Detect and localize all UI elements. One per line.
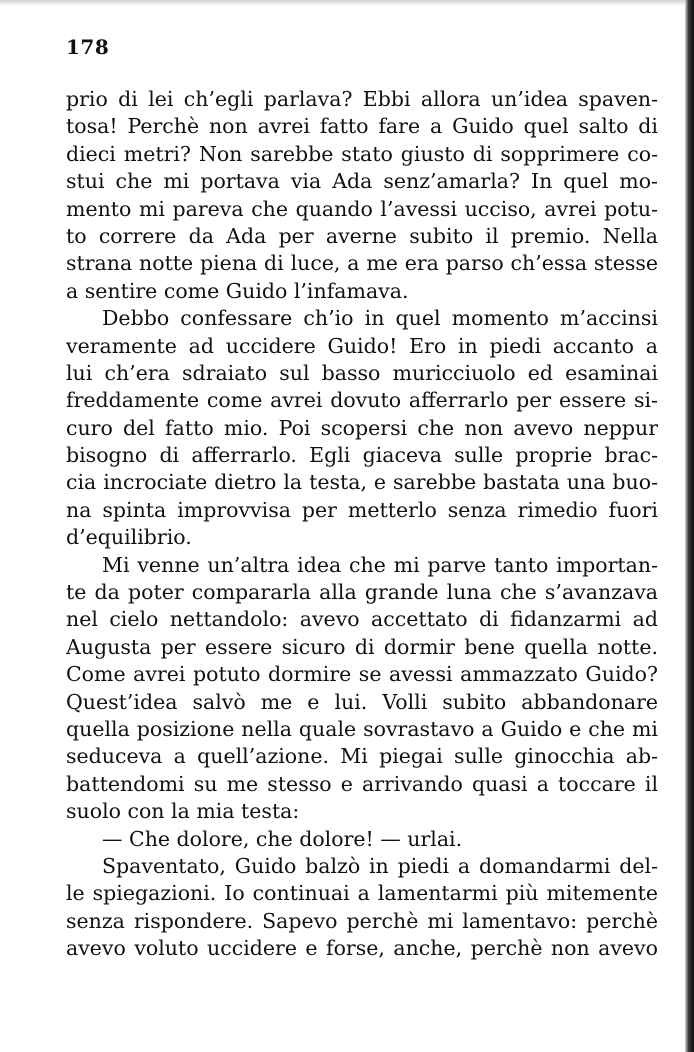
text-line: cia incrociate dietro la testa, e sarebbe bastata una buo- [66,470,658,495]
text-line: te da poter compararla alla grande luna che s’avanzava [66,580,658,605]
text-line: veramente ad uccidere Guido! Ero in piedi accanto a [66,333,658,358]
text-line: prio di lei ch’egli parlava? Ebbi allora un’idea spaven- [66,87,658,111]
text-line: d’equilibrio. [66,525,192,550]
page-number: 178 [66,35,110,59]
text-line: curo del fatto mio. Poi scopersi che non avevo neppur [66,415,658,440]
text-line: avevo voluto uccidere e forse, anche, perchè non avevo [66,936,658,961]
text-line: dieci metri? Non sarebbe stato giusto di sopprimere co- [66,141,658,166]
text-line: a sentire come Guido l’infamava. [66,278,409,303]
text-line: suolo con la mia testa: [66,799,300,824]
page-binding-edge [685,0,694,1052]
text-line: Mi venne un’altra idea che mi parve tanto importan- [102,552,658,577]
text-line: seduceva a quell’azione. Mi piegai sulle ginocchia ab- [66,744,658,769]
text-line: freddamente come avrei dovuto afferrarlo per essere si- [66,388,658,413]
text-line: stui che mi portava via Ada senz’amarla? In quel mo- [66,169,658,194]
text-line: Augusta per essere sicuro di dormir bene quella notte. [66,634,658,659]
text-line: — Che dolore, che dolore! — urlai. [102,826,463,851]
page-top-shadow [0,0,694,6]
text-line: battendomi su me stesso e arrivando quasi a toccare il [66,771,658,796]
text-line: quella posizione nella quale sovrastavo a Guido e che mi [66,716,658,741]
text-line: nel cielo nettandolo: avevo accettato di fidanzarmi ad [66,607,658,632]
text-line: Debbo confessare ch’io in quel momento m’accinsi [102,306,658,331]
text-line: bisogno di afferrarlo. Egli giaceva sulle proprie brac- [66,443,658,468]
text-line: Quest’idea salvò me e lui. Volli subito abbandonare [66,689,658,714]
text-line: mento mi pareva che quando l’avessi ucciso, avrei potu- [66,196,658,221]
body-text [66,86,658,963]
text-line: le spiegazioni. Io continuai a lamentarmi più mitemente [66,881,658,906]
text-line: lui ch’era sdraiato sul basso muricciuolo ed esaminai [66,360,658,385]
text-line: senza rispondere. Sapevo perchè mi lamentavo: perchè [66,908,658,933]
text-line: na spinta improvvisa per metterlo senza rimedio fuori [66,497,658,522]
text-line: strana notte piena di luce, a me era parso ch’essa stesse [66,251,658,276]
text-line: Come avrei potuto dormire se avessi ammazzato Guido? [66,662,658,687]
text-line: to correre da Ada per averne subito il premio. Nella [66,223,658,248]
text-line: Spaventato, Guido balzò in piedi a domandarmi del- [102,853,658,878]
text-line: tosa! Perchè non avrei fatto fare a Guido quel salto di [66,114,658,139]
